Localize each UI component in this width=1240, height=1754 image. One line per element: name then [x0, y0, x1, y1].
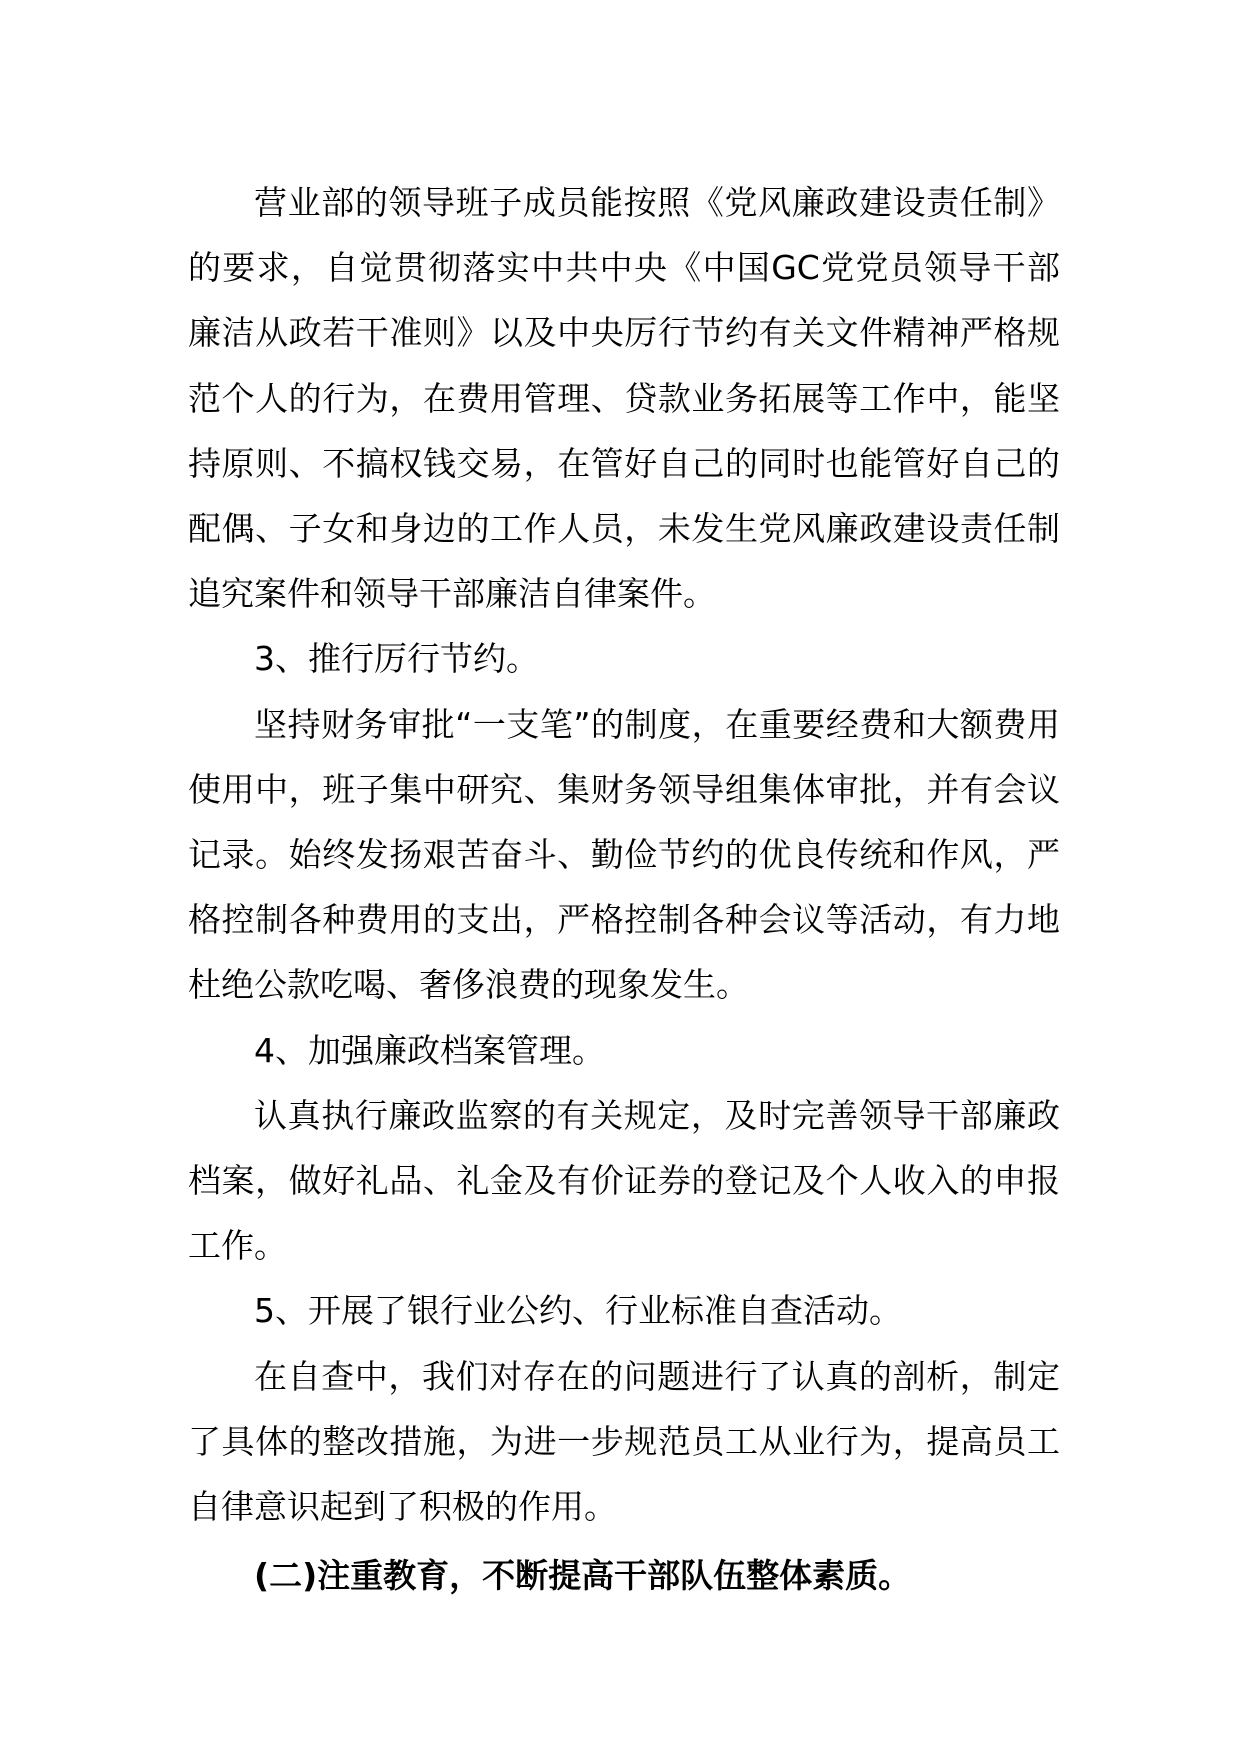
paragraph-self-inspection: 在自查中，我们对存在的问题进行了认真的剖析，制定了具体的整改措施，为进一步规范员工从业行为，提高员工自律意识起到了积极的作用。 — [188, 1356, 1060, 1527]
item-3-title: 3、推行厉行节约。 — [254, 639, 539, 679]
paragraph-financial-approval: 坚持财务审批“一支笔”的制度，在重要经费和大额费用使用中，班子集中研究、集财务领导组集体审批，并有会议记录。始终发扬艰苦奋斗、勤俭节约的优良传统和作风，严格控制各种费用的支出，严格控制各种会议等活动，有力地杜绝公款吃喝、奢侈浪费的现象发生。 — [188, 704, 1060, 1005]
paragraph-leadership-discipline: 营业部的领导班子成员能按照《党风廉政建设责任制》的要求，自觉贯彻落实中共中央《中国GC党党员领导干部廉洁从政若干准则》以及中央厉行节约有关文件精神严格规范个人的行为，在费用管理、贷款业务拓展等工作中，能坚持原则、不搞权钱交易，在管好自己的同时也能管好自己的配偶、子女和身边的工作人员，未发生党风廉政建设责任制追究案件和领导干部廉洁自律案件。 — [188, 183, 1060, 614]
item-4-title: 4、加强廉政档案管理。 — [254, 1030, 605, 1070]
paragraph-integrity-archive: 认真执行廉政监察的有关规定，及时完善领导干部廉政档案，做好礼品、礼金及有价证券的登记及个人收入的申报工作。 — [188, 1095, 1060, 1266]
section-heading-education: (二)注重教育，不断提高干部队伍整体素质。 — [254, 1556, 912, 1596]
document-page — [188, 170, 1060, 1608]
item-5-title: 5、开展了银行业公约、行业标准自查活动。 — [254, 1291, 902, 1331]
